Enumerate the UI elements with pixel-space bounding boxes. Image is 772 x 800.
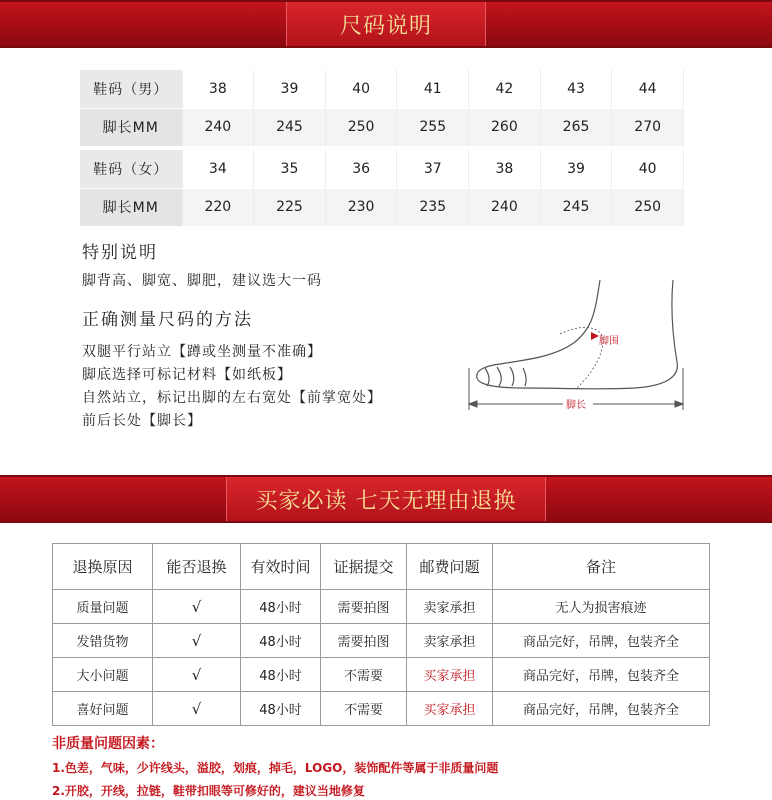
postage-cell: 卖家承担 — [407, 590, 493, 624]
reason-cell: 发错货物 — [53, 624, 153, 658]
size-cell: 42 — [469, 70, 541, 108]
length-cell: 255 — [397, 108, 469, 146]
size-cell: 38 — [469, 150, 541, 188]
size-cell: 43 — [540, 70, 612, 108]
reason-cell: 喜好问题 — [53, 692, 153, 726]
method-step: 双腿平行站立【蹲或坐测量不准确】 — [82, 344, 322, 360]
postage-cell: 买家承担 — [407, 692, 493, 726]
remark-cell: 商品完好，吊牌，包装齐全 — [493, 624, 710, 658]
non-quality-item-2: 2.开胶，开线，拉链，鞋带扣眼等可修好的，建议当地修复 — [52, 784, 365, 798]
remark-cell: 商品完好，吊牌，包装齐全 — [493, 658, 710, 692]
method-step: 自然站立，标记出脚的左右宽处【前掌宽处】 — [82, 390, 382, 406]
buyer-notice-banner — [0, 475, 772, 523]
col-header: 备注 — [493, 544, 710, 590]
size-cell: 40 — [325, 70, 397, 108]
table-row — [53, 692, 710, 726]
non-quality-item-1: 1.色差，气味，少许线头，溢胶，划痕，掉毛，LOGO，装饰配件等属于非质量问题 — [52, 761, 499, 775]
foot-outline — [477, 280, 678, 389]
size-guide-title: 尺码说明 — [286, 2, 486, 46]
reason-cell: 质量问题 — [53, 590, 153, 624]
girth-label: 脚围 — [599, 336, 619, 347]
method-step: 脚底选择可标记材料【如纸板】 — [82, 367, 292, 383]
girth-arrow-icon — [591, 332, 599, 340]
length-cell: 245 — [254, 108, 326, 146]
special-note-title: 特别说明 — [82, 243, 158, 263]
size-cell: 39 — [254, 70, 326, 108]
length-label: 脚长 — [566, 400, 586, 411]
time-cell: 48小时 — [241, 658, 321, 692]
female-length-row — [80, 188, 684, 226]
evidence-cell: 需要拍图 — [321, 624, 407, 658]
length-cell: 265 — [540, 108, 612, 146]
size-cell: 38 — [182, 70, 254, 108]
size-guide-banner — [0, 0, 772, 48]
male-length-header: 脚长MM — [80, 108, 182, 146]
size-table — [80, 70, 684, 227]
table-row — [53, 658, 710, 692]
size-cell: 41 — [397, 70, 469, 108]
time-cell: 48小时 — [241, 590, 321, 624]
non-quality-title: 非质量问题因素： — [52, 736, 164, 752]
length-cell: 225 — [254, 188, 326, 226]
length-cell: 220 — [182, 188, 254, 226]
evidence-cell: 不需要 — [321, 692, 407, 726]
length-cell: 240 — [469, 188, 541, 226]
length-cell: 250 — [325, 108, 397, 146]
time-cell: 48小时 — [241, 624, 321, 658]
check-icon: √ — [153, 590, 241, 624]
female-length-header: 脚长MM — [80, 188, 182, 226]
col-header: 退换原因 — [53, 544, 153, 590]
special-note-text: 脚背高、脚宽、脚肥，建议选大一码 — [82, 273, 322, 289]
male-size-header: 鞋码（男） — [80, 70, 182, 108]
size-cell: 35 — [254, 150, 326, 188]
method-step: 前后长处【脚长】 — [82, 413, 202, 429]
size-cell: 34 — [182, 150, 254, 188]
length-cell: 260 — [469, 108, 541, 146]
length-cell: 230 — [325, 188, 397, 226]
length-cell: 270 — [612, 108, 684, 146]
check-icon: √ — [153, 624, 241, 658]
female-size-header: 鞋码（女） — [80, 150, 182, 188]
return-table-header-row — [53, 544, 710, 590]
col-header: 能否退换 — [153, 544, 241, 590]
size-cell: 37 — [397, 150, 469, 188]
table-row — [53, 590, 710, 624]
size-cell: 44 — [612, 70, 684, 108]
remark-cell: 无人为损害痕迹 — [493, 590, 710, 624]
size-cell: 36 — [325, 150, 397, 188]
buyer-notice-title: 买家必读 七天无理由退换 — [226, 477, 546, 521]
female-size-row — [80, 150, 684, 188]
table-row — [53, 624, 710, 658]
return-policy-table — [52, 543, 710, 726]
evidence-cell: 需要拍图 — [321, 590, 407, 624]
length-cell: 250 — [612, 188, 684, 226]
time-cell: 48小时 — [241, 692, 321, 726]
length-cell: 240 — [182, 108, 254, 146]
size-cell: 39 — [540, 150, 612, 188]
remark-cell: 商品完好，吊牌，包装齐全 — [493, 692, 710, 726]
foot-measure-diagram — [465, 272, 695, 422]
check-icon: √ — [153, 692, 241, 726]
size-cell: 40 — [612, 150, 684, 188]
male-length-row — [80, 108, 684, 146]
col-header: 邮费问题 — [407, 544, 493, 590]
measure-method-list — [82, 341, 382, 433]
postage-cell: 卖家承担 — [407, 624, 493, 658]
reason-cell: 大小问题 — [53, 658, 153, 692]
check-icon: √ — [153, 658, 241, 692]
length-cell: 245 — [540, 188, 612, 226]
male-size-row — [80, 70, 684, 108]
col-header: 证据提交 — [321, 544, 407, 590]
length-cell: 235 — [397, 188, 469, 226]
evidence-cell: 不需要 — [321, 658, 407, 692]
col-header: 有效时间 — [241, 544, 321, 590]
measure-method-title: 正确测量尺码的方法 — [82, 310, 253, 330]
postage-cell: 买家承担 — [407, 658, 493, 692]
